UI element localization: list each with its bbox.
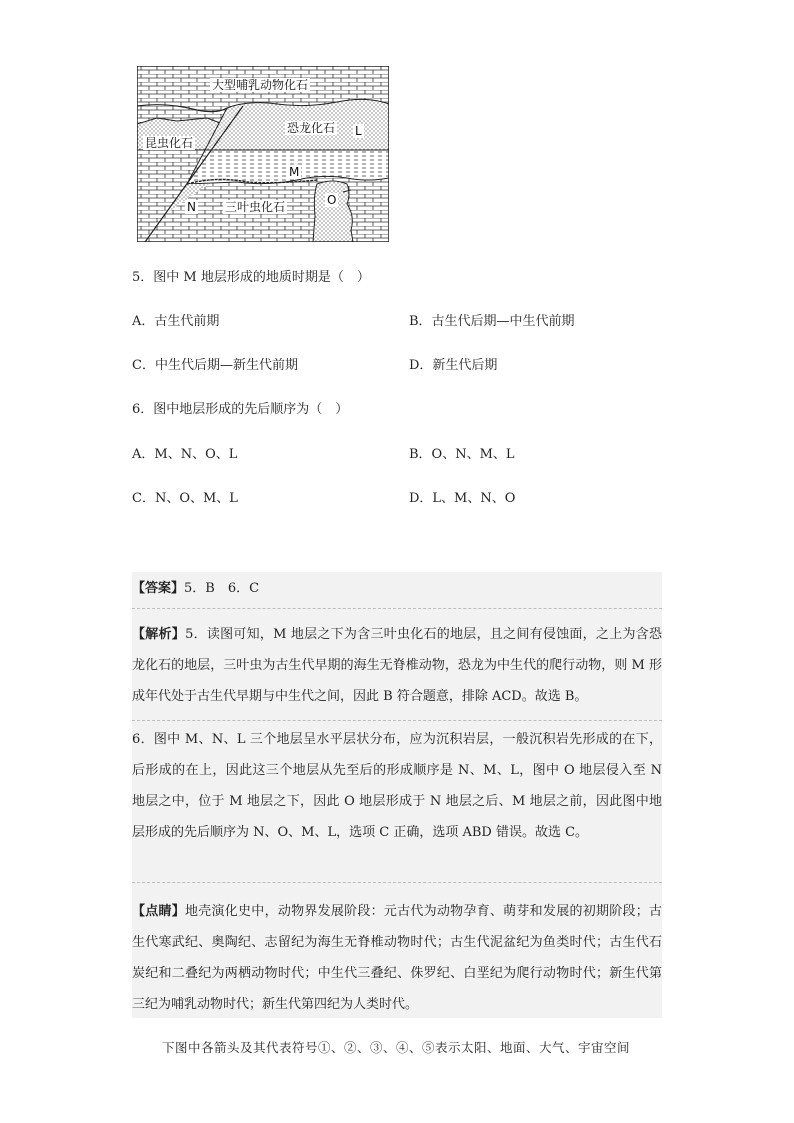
divider (132, 720, 662, 721)
label-layer-L: L (355, 124, 362, 138)
divider (132, 608, 662, 609)
intrusion-O (313, 181, 353, 242)
label-trilobite-fossil: 三叶虫化石 (225, 200, 286, 214)
tip-tag: 【点睛】 (132, 904, 186, 919)
question-5-option-c: C．中生代后期—新生代前期 (132, 358, 298, 373)
question-5-option-d: D．新生代后期 (409, 358, 498, 373)
label-dinosaur-fossil: 恐龙化石 (287, 121, 336, 135)
question-6-option-a: A．M、N、O、L (132, 447, 238, 462)
analysis-tag: 【解析】 (132, 627, 186, 642)
answer-text: 5．B 6．C (184, 581, 260, 596)
label-intrusion-O: O (327, 193, 337, 207)
divider (132, 882, 662, 883)
label-mammal-fossil: 大型哺乳动物化石 (212, 78, 309, 92)
tip-text: 地壳演化史中，动物界发展阶段：元古代为动物孕育、萌芽和发展的初期阶段；古生代寒武纪、奥陶纪、志留纪为海生无脊椎动物时代；古生代泥盆纪为鱼类时代；古生代石炭纪和二叠纪为两栖动物时代；中生代三叠纪、侏罗纪、白垩纪为爬行动物时代；新生代第三纪为哺乳动物时代；新生代第四纪为人类时代。 (132, 904, 662, 1012)
label-layer-N: N (187, 200, 196, 214)
label-layer-M: M (289, 165, 300, 179)
question-6-option-c: C．N、O、M、L (132, 491, 238, 506)
analysis-paragraph-2: 6．图中 M、N、L 三个地层呈水平层状分布，应为沉积岩层，一般沉积岩先形成的在下，后形成的在上，因此这三个地层从先至后的形成顺序是 N、M、L，图中 O 地层侵入至 N 地层之中，位于 M 地层之下，因此 O 地层形成于 N 地层之后、M 地层之前，因此图中地层形成的先后顺序为 N、O、M、L，选项 C 正确，选项 ABD 错误。故选 C。 (132, 732, 662, 840)
geologic-cross-section-figure (137, 66, 389, 242)
question-6-stem: 6．图中地层形成的先后顺序为（ ） (132, 402, 349, 417)
question-5-option-a: A．古生代前期 (132, 314, 220, 329)
analysis-paragraph-1 (132, 619, 662, 712)
answer-tag: 【答案】 (132, 581, 185, 596)
label-insect-fossil: 昆虫化石 (145, 136, 194, 150)
question-6-option-d: D．L、M、N、O (409, 491, 516, 506)
question-6-option-b: B．O、N、M、L (409, 447, 515, 462)
question-5-stem: 5．图中 M 地层形成的地质时期是（ ） (132, 270, 370, 285)
question-5-option-b: B．古生代后期—中生代前期 (409, 314, 575, 329)
next-question-intro: 下图中各箭头及其代表符号①、②、③、④、⑤表示太阳、地面、大气、宇宙空间 (162, 1040, 631, 1055)
strata-diagram (137, 66, 389, 242)
answer-line (132, 573, 662, 604)
tip-paragraph (132, 896, 662, 1020)
analysis-text-1: 5．读图可知，M 地层之下为含三叶虫化石的地层，且之间有侵蚀面，之上为含恐龙化石的地层，三叶虫为古生代早期的海生无脊椎动物，恐龙为中生代的爬行动物，则 M 形成年代处于古生代早期与中生代之间，因此 B 符合题意，排除 ACD。故选 B。 (132, 627, 662, 704)
